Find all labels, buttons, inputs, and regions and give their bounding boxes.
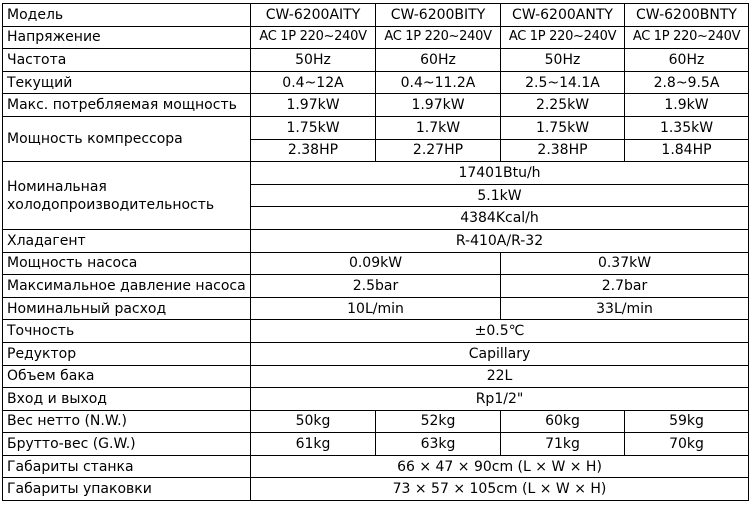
machine-dims-value: 66 × 47 × 90cm (L × W × H) (251, 455, 749, 478)
row-rated-flow (3, 297, 749, 320)
current-1: 0.4~12A (251, 71, 376, 94)
compressor-kw-1: 1.75kW (251, 116, 376, 139)
row-voltage (3, 26, 749, 49)
frequency-1: 50Hz (251, 49, 376, 72)
row-current (3, 71, 749, 94)
frequency-4: 60Hz (625, 49, 749, 72)
pump-pressure-label: Максимальное давление насоса (3, 275, 251, 298)
row-machine-dims (3, 455, 749, 478)
frequency-label: Частота (3, 49, 251, 72)
refrigerant-label: Хладагент (3, 229, 251, 252)
compressor-kw-3: 1.75kW (501, 116, 625, 139)
voltage-label: Напряжение (3, 26, 251, 49)
gross-weight-3: 71kg (501, 433, 625, 456)
inlet-outlet-value: Rp1/2" (251, 388, 749, 411)
row-inlet-outlet (3, 388, 749, 411)
spec-table (2, 3, 749, 501)
machine-dims-label: Габариты станка (3, 455, 251, 478)
row-pump-power (3, 252, 749, 275)
row-precision (3, 320, 749, 343)
current-4: 2.8~9.5A (625, 71, 749, 94)
tank-volume-label: Объем бака (3, 365, 251, 388)
rated-flow-2: 33L/min (501, 297, 749, 320)
inlet-outlet-label: Вход и выход (3, 388, 251, 411)
max-power-label: Макс. потребляемая мощность (3, 94, 251, 117)
gross-weight-label: Брутто-вес (G.W.) (3, 433, 251, 456)
rated-flow-label: Номинальный расход (3, 297, 251, 320)
pump-pressure-1: 2.5bar (251, 275, 501, 298)
row-gross-weight (3, 433, 749, 456)
frequency-2: 60Hz (376, 49, 501, 72)
max-power-2: 1.97kW (376, 94, 501, 117)
row-cooling-btu (3, 162, 749, 185)
cooling-kw: 5.1kW (251, 184, 749, 207)
compressor-kw-2: 1.7kW (376, 116, 501, 139)
compressor-hp-2: 2.27HP (376, 139, 501, 162)
frequency-3: 50Hz (501, 49, 625, 72)
pump-power-1: 0.09kW (251, 252, 501, 275)
net-weight-3: 60kg (501, 410, 625, 433)
gross-weight-2: 63kg (376, 433, 501, 456)
row-compressor-kw (3, 116, 749, 139)
row-max-power (3, 94, 749, 117)
net-weight-4: 59kg (625, 410, 749, 433)
voltage-2: AC 1P 220~240V (376, 26, 501, 49)
compressor-kw-4: 1.35kW (625, 116, 749, 139)
gross-weight-4: 70kg (625, 433, 749, 456)
current-3: 2.5~14.1A (501, 71, 625, 94)
pump-power-label: Мощность насоса (3, 252, 251, 275)
model-4: CW-6200BNTY (625, 4, 749, 27)
model-label: Модель (3, 4, 251, 27)
package-dims-value: 73 × 57 × 105cm (L × W × H) (251, 478, 749, 501)
row-pump-pressure (3, 275, 749, 298)
max-power-3: 2.25kW (501, 94, 625, 117)
current-2: 0.4~11.2A (376, 71, 501, 94)
row-model (3, 4, 749, 27)
compressor-hp-1: 2.38HP (251, 139, 376, 162)
model-2: CW-6200BITY (376, 4, 501, 27)
cooling-btu: 17401Btu/h (251, 162, 749, 185)
row-net-weight (3, 410, 749, 433)
reducer-value: Capillary (251, 342, 749, 365)
max-power-4: 1.9kW (625, 94, 749, 117)
cooling-capacity-label: Номинальная холодопроизводительность (3, 162, 251, 230)
voltage-3: AC 1P 220~240V (501, 26, 625, 49)
package-dims-label: Габариты упаковки (3, 478, 251, 501)
row-refrigerant (3, 229, 749, 252)
row-tank-volume (3, 365, 749, 388)
reducer-label: Редуктор (3, 342, 251, 365)
precision-value: ±0.5℃ (251, 320, 749, 343)
cooling-kcal: 4384Kcal/h (251, 207, 749, 230)
compressor-hp-4: 1.84HP (625, 139, 749, 162)
pump-power-2: 0.37kW (501, 252, 749, 275)
row-reducer (3, 342, 749, 365)
model-3: CW-6200ANTY (501, 4, 625, 27)
current-label: Текущий (3, 71, 251, 94)
compressor-hp-3: 2.38HP (501, 139, 625, 162)
refrigerant-value: R-410A/R-32 (251, 229, 749, 252)
max-power-1: 1.97kW (251, 94, 376, 117)
voltage-1: AC 1P 220~240V (251, 26, 376, 49)
row-package-dims (3, 478, 749, 501)
net-weight-1: 50kg (251, 410, 376, 433)
net-weight-label: Вес нетто (N.W.) (3, 410, 251, 433)
pump-pressure-2: 2.7bar (501, 275, 749, 298)
gross-weight-1: 61kg (251, 433, 376, 456)
rated-flow-1: 10L/min (251, 297, 501, 320)
model-1: CW-6200AITY (251, 4, 376, 27)
net-weight-2: 52kg (376, 410, 501, 433)
row-frequency (3, 49, 749, 72)
voltage-4: AC 1P 220~240V (625, 26, 749, 49)
compressor-label: Мощность компрессора (3, 116, 251, 161)
precision-label: Точность (3, 320, 251, 343)
tank-volume-value: 22L (251, 365, 749, 388)
